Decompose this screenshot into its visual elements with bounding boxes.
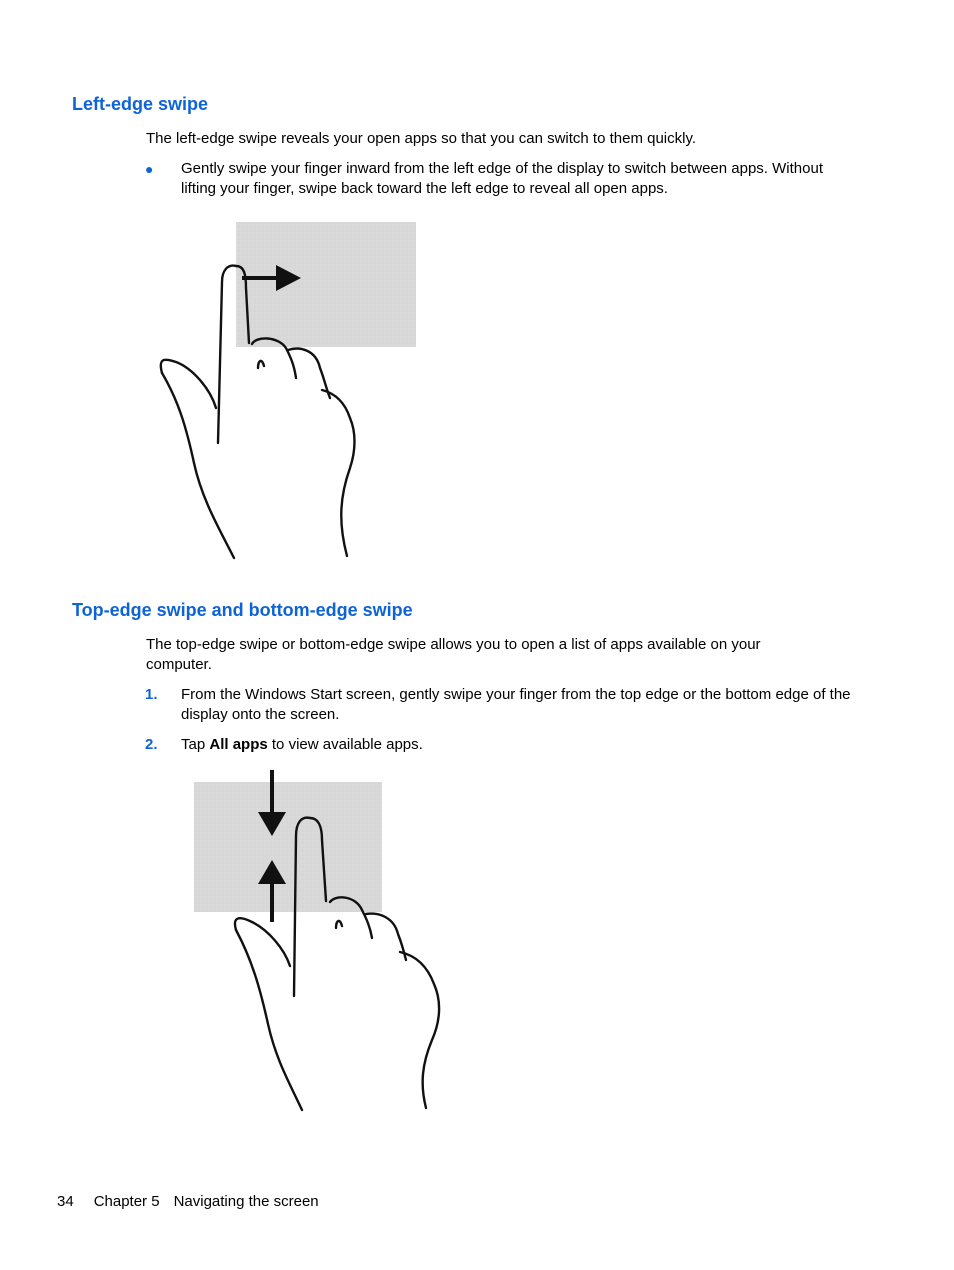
all-apps-label: All apps — [209, 736, 268, 753]
page-footer — [57, 1192, 319, 1212]
section-heading-top-bottom-edge-swipe: Top-edge swipe and bottom-edge swipe — [72, 600, 413, 620]
screen-area — [236, 222, 416, 347]
top-bottom-edge-swipe-hand-icon — [190, 766, 460, 1116]
bullet-marker: ● — [145, 161, 154, 177]
screen-area — [194, 782, 382, 912]
section-heading-left-edge-swipe: Left-edge swipe — [72, 94, 209, 114]
chapter-title: Navigating the screen — [173, 1193, 319, 1210]
left-edge-bullet-text: Gently swipe your finger inward from the left edge of the display to switch between apps. Without lifting your finger, swipe back toward the left edge to reveal all open apps. — [181, 160, 823, 197]
top-bottom-edge-intro-text: The top-edge swipe or bottom-edge swipe allows you to open a list of apps available on your computer. — [146, 636, 761, 673]
step-text-1: From the Windows Start screen, gently swipe your finger from the top edge or the bottom edge of the display onto the screen. — [181, 686, 851, 723]
step-number-1: 1. — [145, 686, 158, 703]
left-edge-swipe-hand-icon — [150, 218, 430, 563]
step-number-2: 2. — [145, 736, 158, 753]
chapter-label: Chapter 5 — [93, 1193, 160, 1210]
page-number: 34 — [57, 1193, 74, 1210]
left-edge-intro-text: The left-edge swipe reveals your open apps so that you can switch to them quickly. — [146, 130, 697, 147]
step-text-2: Tap All apps to view available apps. — [181, 736, 423, 753]
